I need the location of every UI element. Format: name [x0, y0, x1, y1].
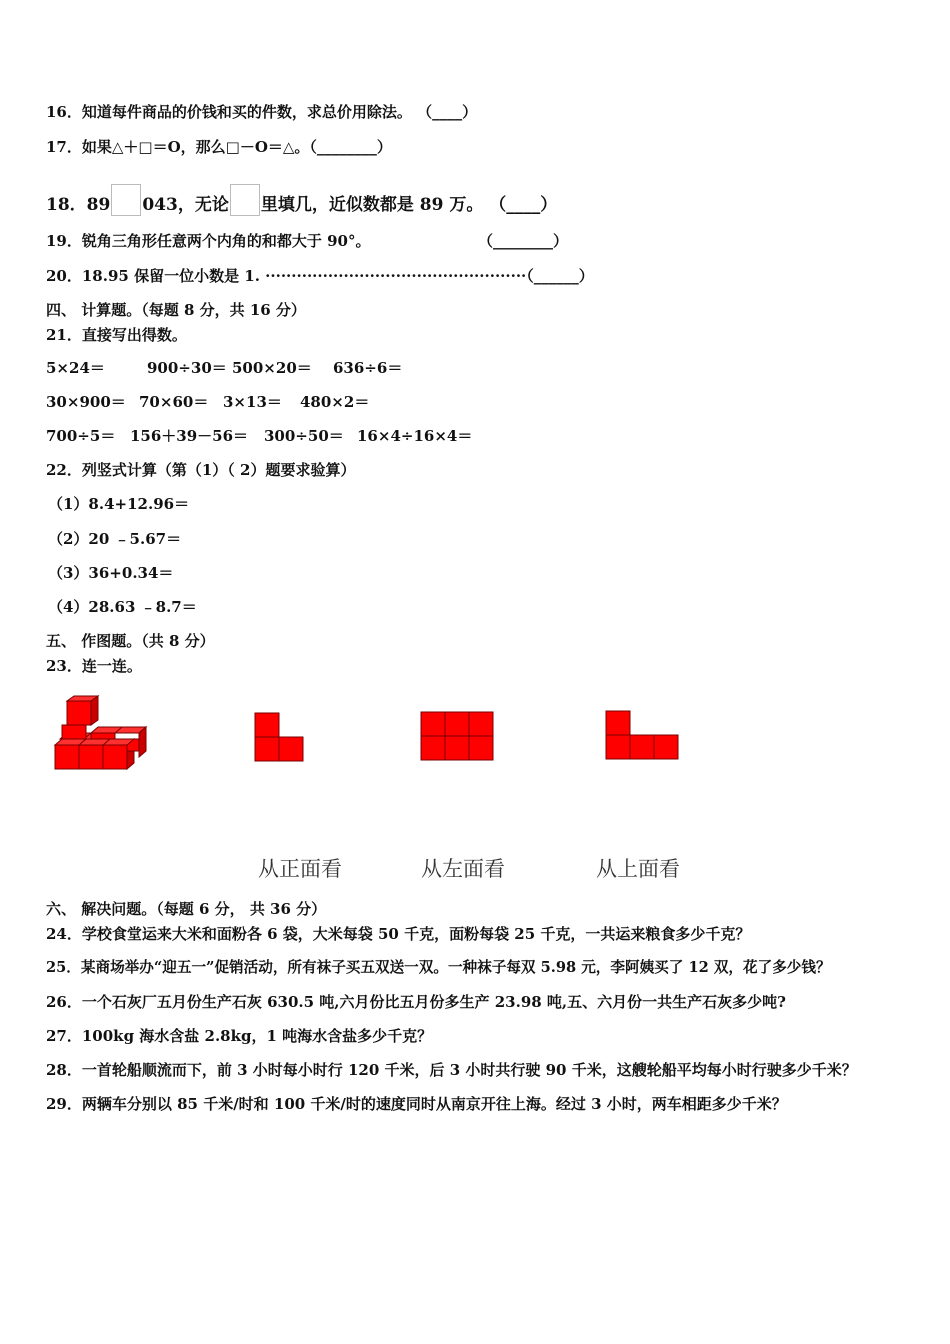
cube-solid-figure — [50, 695, 152, 775]
question-19-answer-blank: （________） — [478, 232, 569, 250]
question-20: 20．18.95 保留一位小数是 1. ··················································（______） — [46, 267, 594, 285]
calc-item: 70×60＝ — [139, 393, 209, 411]
view-label-top: 从上面看 — [596, 857, 680, 881]
question-23: 23．连一连。 — [46, 657, 142, 675]
vertical-calc-2: （2）20 ﹣5.67＝ — [48, 530, 182, 548]
blank-box — [111, 184, 141, 216]
problem-26: 26．一个石灰厂五月份生产石灰 630.5 吨,六月份比五月份多生产 23.98 吨,五、六月份一共生产石灰多少吨? — [46, 993, 786, 1011]
section-4-title: 四、 计算题。（每题 8 分，共 16 分） — [46, 301, 306, 319]
calc-item: 156＋39－56＝ — [130, 427, 249, 445]
question-18-part-c: 里填几，近似数都是 89 万。 （____） — [260, 195, 558, 215]
section-5-title: 五、 作图题。（共 8 分） — [46, 632, 215, 650]
question-18 — [46, 184, 557, 216]
view-label-left: 从左面看 — [421, 857, 505, 881]
calc-item: 500×20＝ — [232, 359, 312, 377]
question-18-part-b: 043，无论 — [142, 195, 229, 215]
question-21: 21．直接写出得数。 — [46, 326, 187, 344]
calc-item: 5×24＝ — [46, 359, 105, 377]
calc-item: 16×4÷16×4＝ — [357, 427, 473, 445]
question-22: 22．列竖式计算（第（1）（ 2）题要求验算） — [46, 461, 356, 479]
question-16: 16．知道每件商品的价钱和买的件数，求总价用除法。 （____） — [46, 103, 478, 121]
question-19 — [46, 231, 569, 251]
calc-item: 30×900＝ — [46, 393, 126, 411]
calc-item: 3×13＝ — [223, 393, 282, 411]
question-19-text: 19．锐角三角形任意两个内角的和都大于 90°。 — [46, 232, 371, 250]
view-label-front: 从正面看 — [258, 857, 342, 881]
problem-28: 28．一首轮船顺流而下，前 3 小时每小时行 120 千米，后 3 小时共行驶 90 千米，这艘轮船平均每小时行驶多少千米？ — [46, 1061, 857, 1079]
problem-27: 27．100kg 海水含盐 2.8kg，1 吨海水含盐多少千克？ — [46, 1027, 433, 1045]
question-18-part-a: 18．89 — [46, 195, 111, 215]
question-17: 17．如果△＋□＝O，那么□－O＝△。（________） — [46, 138, 392, 156]
blank-box — [230, 184, 260, 216]
calc-item: 700÷5＝ — [46, 427, 116, 445]
section-6-title: 六、 解决问题。（每题 6 分， 共 36 分） — [46, 900, 327, 918]
view-shape-l-small — [254, 712, 306, 764]
calc-item: 300÷50＝ — [264, 427, 344, 445]
view-shape-l-wide — [605, 710, 681, 762]
problem-24: 24．学校食堂运来大米和面粉各 6 袋，大米每袋 50 千克，面粉每袋 25 千克，一共运来粮食多少千克？ — [46, 925, 751, 943]
problem-29: 29．两辆车分别以 85 千米/时和 100 千米/时的速度同时从南京开往上海。经过 3 小时，两车相距多少千米？ — [46, 1095, 787, 1113]
view-shape-rectangle — [420, 711, 496, 763]
calc-item: 900÷30＝ — [147, 359, 227, 377]
problem-25: 25．某商场举办“迎五一”促销活动，所有袜子买五双送一双。一种袜子每双 5.98 元，李阿姨买了 12 双，花了多少钱？ — [46, 959, 831, 976]
calc-item: 480×2＝ — [300, 393, 370, 411]
vertical-calc-3: （3）36+0.34＝ — [48, 564, 174, 582]
vertical-calc-1: （1）8.4+12.96＝ — [48, 495, 190, 513]
calc-item: 636÷6＝ — [333, 359, 403, 377]
vertical-calc-4: （4）28.63 ﹣8.7＝ — [48, 598, 197, 616]
